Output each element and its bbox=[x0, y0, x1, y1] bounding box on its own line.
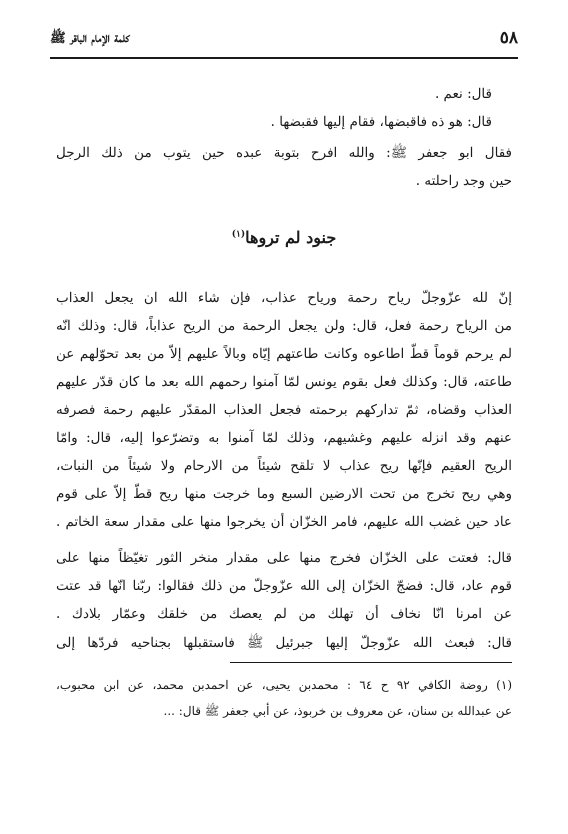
section-title-text: جنود لم تروها bbox=[245, 228, 337, 247]
text-line: حين وجد راحلته . bbox=[415, 173, 512, 189]
paragraph-line: قوم عاد، قال: فضجّ الخزّان إلى الله عزّوجلّ من ذلك فقالوا: ربّنا انّها قد عتت bbox=[56, 578, 512, 594]
paragraph-line: وهي ريح تخرج من تحت الارضين السبع وما خرجت منها ريح قطّ إلاّ على قوم bbox=[56, 486, 512, 502]
footnote-rule bbox=[230, 662, 512, 663]
paragraph-line: عاد حين غضب الله عليهم، فامر الخزّان أن يخرجوا منها على مقدار سعة الخاتم . bbox=[56, 514, 512, 530]
paragraph-line: إنّ لله عزّوجلّ رياح رحمة ورياح عذاب، فإن شاء الله ان يجعل العذاب bbox=[56, 290, 512, 306]
paragraph-line: قال: فبعث الله عزّوجلّ إليها جبرئيل ﷺ فاستقبلها بجناحيه فردّها إلى bbox=[56, 635, 512, 651]
footnote-marker: (١) bbox=[231, 229, 246, 240]
paragraph-line: الريح العقيم فإنّها ريح عذاب لا تلقح شيئاً من الارحام ولا شيئاً من النبات، bbox=[56, 458, 512, 474]
running-title: كلمة الإمام الباقر ﷺ bbox=[50, 31, 130, 46]
section-title bbox=[0, 228, 568, 247]
text-line: قال: نعم . bbox=[434, 86, 492, 102]
page-number: ٥٨ bbox=[499, 28, 518, 48]
paragraph-line: قال: فعتت على الخزّان فخرج منها على مقدار منخر الثور تغيّظاً منها على bbox=[56, 550, 512, 566]
header-rule bbox=[50, 57, 518, 59]
paragraph-line: لم يرحم قوماً قطّ اطاعوه وكانت طاعتهم إيّاه وبالاً عليهم إلاّ من بعد تحوّلهم عن bbox=[56, 346, 512, 362]
footnote-line: (١) روضة الكافي ٩٢ ح ٦٤ : محمدبن يحيى، عن احمدبن محمد، عن ابن محبوب، bbox=[56, 678, 512, 692]
footnote-line: عن عبدالله بن سنان، عن معروف بن خربوذ، عن أبي جعفر ﷺ قال: ... bbox=[163, 704, 512, 718]
paragraph-line: عن امرنا انّا نخاف أن تهلك من لم يعصك من خلقك وعمّار بلادك . bbox=[56, 606, 512, 622]
text-line: فقال ابو جعفر ﷺ: والله افرح بتوبة عبده حين يتوب من ذلك الرجل bbox=[56, 145, 512, 161]
text-line: قال: هو ذه فاقبضها، فقام إليها فقبضها . bbox=[270, 114, 492, 130]
paragraph-line: العذاب وقضاه، ثمّ تداركهم برحمته فجعل العذاب المقدّر عليهم رحمة فصرفه bbox=[56, 402, 512, 418]
paragraph-line: طاعته، قال: وكذلك فعل بقوم يونس لمّا آمنوا رحمهم الله بعد ما كان قدّر عليهم bbox=[56, 374, 512, 390]
page-header bbox=[50, 28, 518, 50]
paragraph-line: عنهم وقد انزله عليهم وغشيهم، وذلك لمّا آمنوا به وتضرّعوا إليه، قال: وامّا bbox=[56, 430, 512, 446]
paragraph-line: من الرياح رحمة فعل، قال: ولن يجعل الرحمة من الريح عذاباً، قال: وذلك انّه bbox=[56, 318, 512, 334]
